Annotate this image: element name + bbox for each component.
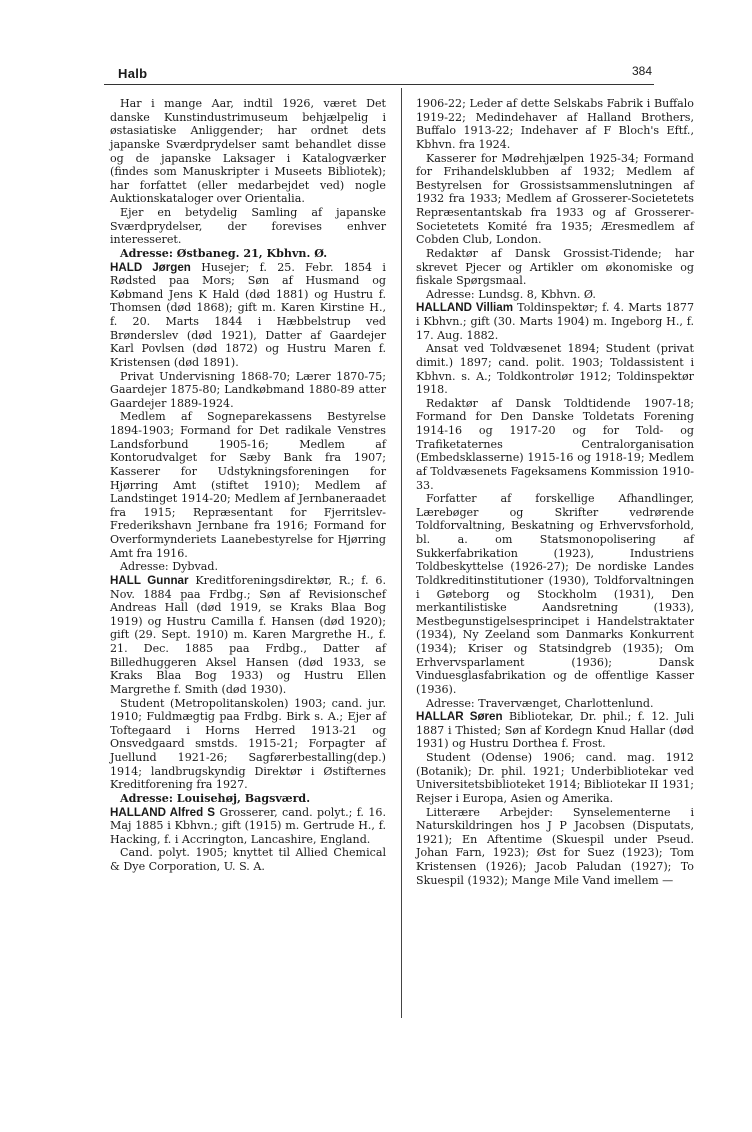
paragraph: Har i mange Aar, indtil 1926, været Det danske Kunstindustrimuseum behjælpelig i østasiatiske Anliggender; har ordnet dets japanske Sværdprydelser samt behandlet disse og de japanske Laksager i Katalogværker (findes som Manuskripter i Museets Bibliotek); har forfattet (eller medarbejdet ved) nogle Auktionskataloger over Orientalia.	[110, 97, 386, 206]
header-rule	[104, 84, 654, 85]
address-line: Adresse: Louisehøj, Bagsværd.	[120, 791, 311, 805]
paragraph: Student (Metropolitanskolen) 1903; cand. jur. 1910; Fuldmægtig paa Frdbg. Birk s. A.; Ejer af Toftegaard i Horns Herred 1913-21 og Onsvedgaard smstds. 1915-21; Forpagter af Juellund 1921-26; Sagførerbestalling(dep.) 1914; landbrugskyndig Direktør i Østifternes Kreditforening fra 1927.	[110, 696, 386, 792]
guide-word: Halb	[118, 66, 148, 81]
address-line: Adresse: Lundsg. 8, Kbhvn. Ø.	[426, 287, 596, 301]
page-header	[104, 62, 654, 86]
paragraph: Litterære Arbejder: Synselementerne i Naturskildringen hos J P Jacobsen (Disputats, 1921); En Aftentime (Skuespil under Pseud. Johan Farn, 1923); Øst for Suez (1923); Tom Kristensen (1926); Jacob Paludan (1927); To Skuespil (1932); Mange Mile Vand imellem —	[416, 805, 694, 887]
entry-text: Toldinspektør; f. 4. Marts 1877 i Kbhvn.; gift (30. Marts 1904) m. Ingeborg H., f. 17. Aug. 1882.	[416, 301, 695, 342]
paragraph: Privat Undervisning 1868-70; Lærer 1870-75; Gaardejer 1875-80; Landkøbmand 1880-89 atter Gaardejer 1889-1924.	[110, 369, 386, 410]
entry-text: Kreditforeningsdirektør, R.; f. 6. Nov. 1884 paa Frdbg.; Søn af Revisionschef Andreas Hall (død 1919, se Kraks Blaa Bog 1919) og Hustru Camilla f. Hansen (død 1920); gift (29. Sept. 1910) m. Karen Margrethe H., f. 21. Dec. 1885 paa Frdbg., Datter af Billedhuggeren Aksel Hansen (død 1933, se Kraks Blaa Bog 1933) og Hustru Ellen Margrethe f. Smith (død 1930).	[110, 573, 386, 696]
left-column	[110, 97, 386, 874]
paragraph: Forfatter af forskellige Afhandlinger, Lærebøger og Skrifter vedrørende Toldforvaltning, Beskatning og Erhvervsforhold, bl. a. om Statsmonopolisering af Sukkerfabrikation (1923), Industriens Toldbeskyttelse (1926-27); De nordiske Landes Toldkreditinstitutioner (1930), Toldforvaltningen i Gøteborg og Stockholm (1931), Den merkantilistiske Aandsretning (1933), Mestbegunstigelsesprincipet i Handelstraktater (1934), Ny Zeeland som Danmarks Konkurrent (1934); Kriser og Statsindgreb (1935); Om Erhvervsparlament (1936); Dansk Vinduesglasfabrikation og de offentlige Kasser (1936).	[416, 492, 694, 696]
entry-text: Bibliotekar, Dr. phil.; f. 12. Juli 1887 i Thisted; Søn af Kordegn Knud Hallar (død 1931) og Hustru Dorthea f. Frost.	[416, 710, 695, 751]
entry-text: Husejer; f. 25. Febr. 1854 i Rødsted paa Mors; Søn af Husmand og Købmand Jens K Hald (død 1881) og Hustru f. Thomsen (død 1868); gift m. Karen Kirstine H., f. 20. Marts 1844 i Hæbbelstrup ved Brønderslev (død 1921), Datter af Gaardejer Karl Povlsen (død 1872) og Hustru Maren f. Kristensen (død 1891).	[110, 260, 386, 369]
address-line: Adresse: Dybvad.	[120, 560, 218, 574]
entry-text: Grosserer, cand. polyt.; f. 16. Maj 1885 i Kbhvn.; gift (1915) m. Gertrude H., f. Hacking, f. i Accrington, Lancashire, England.	[110, 805, 386, 846]
paragraph: Student (Odense) 1906; cand. mag. 1912 (Botanik); Dr. phil. 1921; Underbibliotekar ved Universitetsbiblioteket 1914; Bibliotekar II 1931; Rejser i Europa, Asien og Amerika.	[416, 751, 694, 805]
paragraph: Ansat ved Toldvæsenet 1894; Student (privat dimit.) 1897; cand. polit. 1903; Toldassistent i Kbhvn. s. A.; Toldkontrolør 1912; Toldinspektør 1918.	[416, 342, 694, 397]
column-divider	[401, 88, 402, 1018]
right-column	[416, 97, 694, 887]
biography-entry	[416, 301, 694, 342]
biography-entry	[110, 806, 386, 847]
page-number: 384	[631, 64, 652, 78]
paragraph: 1906-22; Leder af dette Selskabs Fabrik i Buffalo 1919-22; Medindehaver af Halland Brothers, Buffalo 1913-22; Indehaver af F Bloch's Eftf., Kbhvn. fra 1924.	[416, 97, 694, 151]
paragraph: Kasserer for Mødrehjælpen 1925-34; Formand for Frihandelsklubben af 1932; Medlem af Bestyrelsen for Grossistsammenslutningen af 1932 fra 1933; Medlem af Grosserer-Societetets Repræsentantskab fra 1933 og af Grosserer-Societetets Komité fra 1935; Æresmedlem af Cobden Club, London.	[416, 151, 694, 247]
entry-headword: HALL Gunnar	[110, 573, 189, 587]
entry-headword: HALD Jørgen	[110, 260, 191, 274]
biography-entry	[110, 574, 386, 697]
paragraph: Medlem af Sogneparekassens Bestyrelse 1894-1903; Formand for Det radikale Venstres Landsforbund 1905-16; Medlem af Kontorudvalget for Sæby Bank fra 1907; Kasserer for Udstykningsforeningen for Hjørring Amt (stiftet 1910); Medlem af Landstinget 1914-20; Medlem af Jernbaneraadet fra 1915; Repræsentant for Fjerritslev-Frederikshavn Jernbane fra 1916; Formand for Overformynderiets Laanebestyrelse for Hjørring Amt fra 1916.	[110, 410, 386, 560]
entry-headword: HALLAND Villiam	[416, 301, 514, 315]
paragraph: Cand. polyt. 1905; knyttet til Allied Chemical & Dye Corporation, U. S. A.	[110, 846, 386, 873]
address-line: Adresse: Østbaneg. 21, Kbhvn. Ø.	[120, 246, 328, 260]
entry-headword: HALLAR Søren	[416, 710, 503, 724]
paragraph: Redaktør af Dansk Toldtidende 1907-18; Formand for Den Danske Toldetats Forening 1914-16 og 1917-20 og for Told- og Trafiketaternes Centralorganisation (Embedsklasserne) 1915-16 og 1918-19; Medlem af Toldvæsenets Fageksamens Kommission 1910-33.	[416, 396, 694, 492]
entry-headword: HALLAND Alfred S	[110, 805, 215, 819]
biography-entry	[110, 261, 386, 370]
paragraph: Redaktør af Dansk Grossist-Tidende; har skrevet Pjecer og Artikler om økonomiske og fiskale Spørgsmaal.	[416, 246, 694, 288]
paragraph: Ejer en betydelig Samling af japanske Sværdprydelser, der forevises enhver interesseret.	[110, 206, 386, 247]
biography-entry	[416, 710, 694, 751]
address-line: Adresse: Travervænget, Charlottenlund.	[426, 696, 654, 710]
